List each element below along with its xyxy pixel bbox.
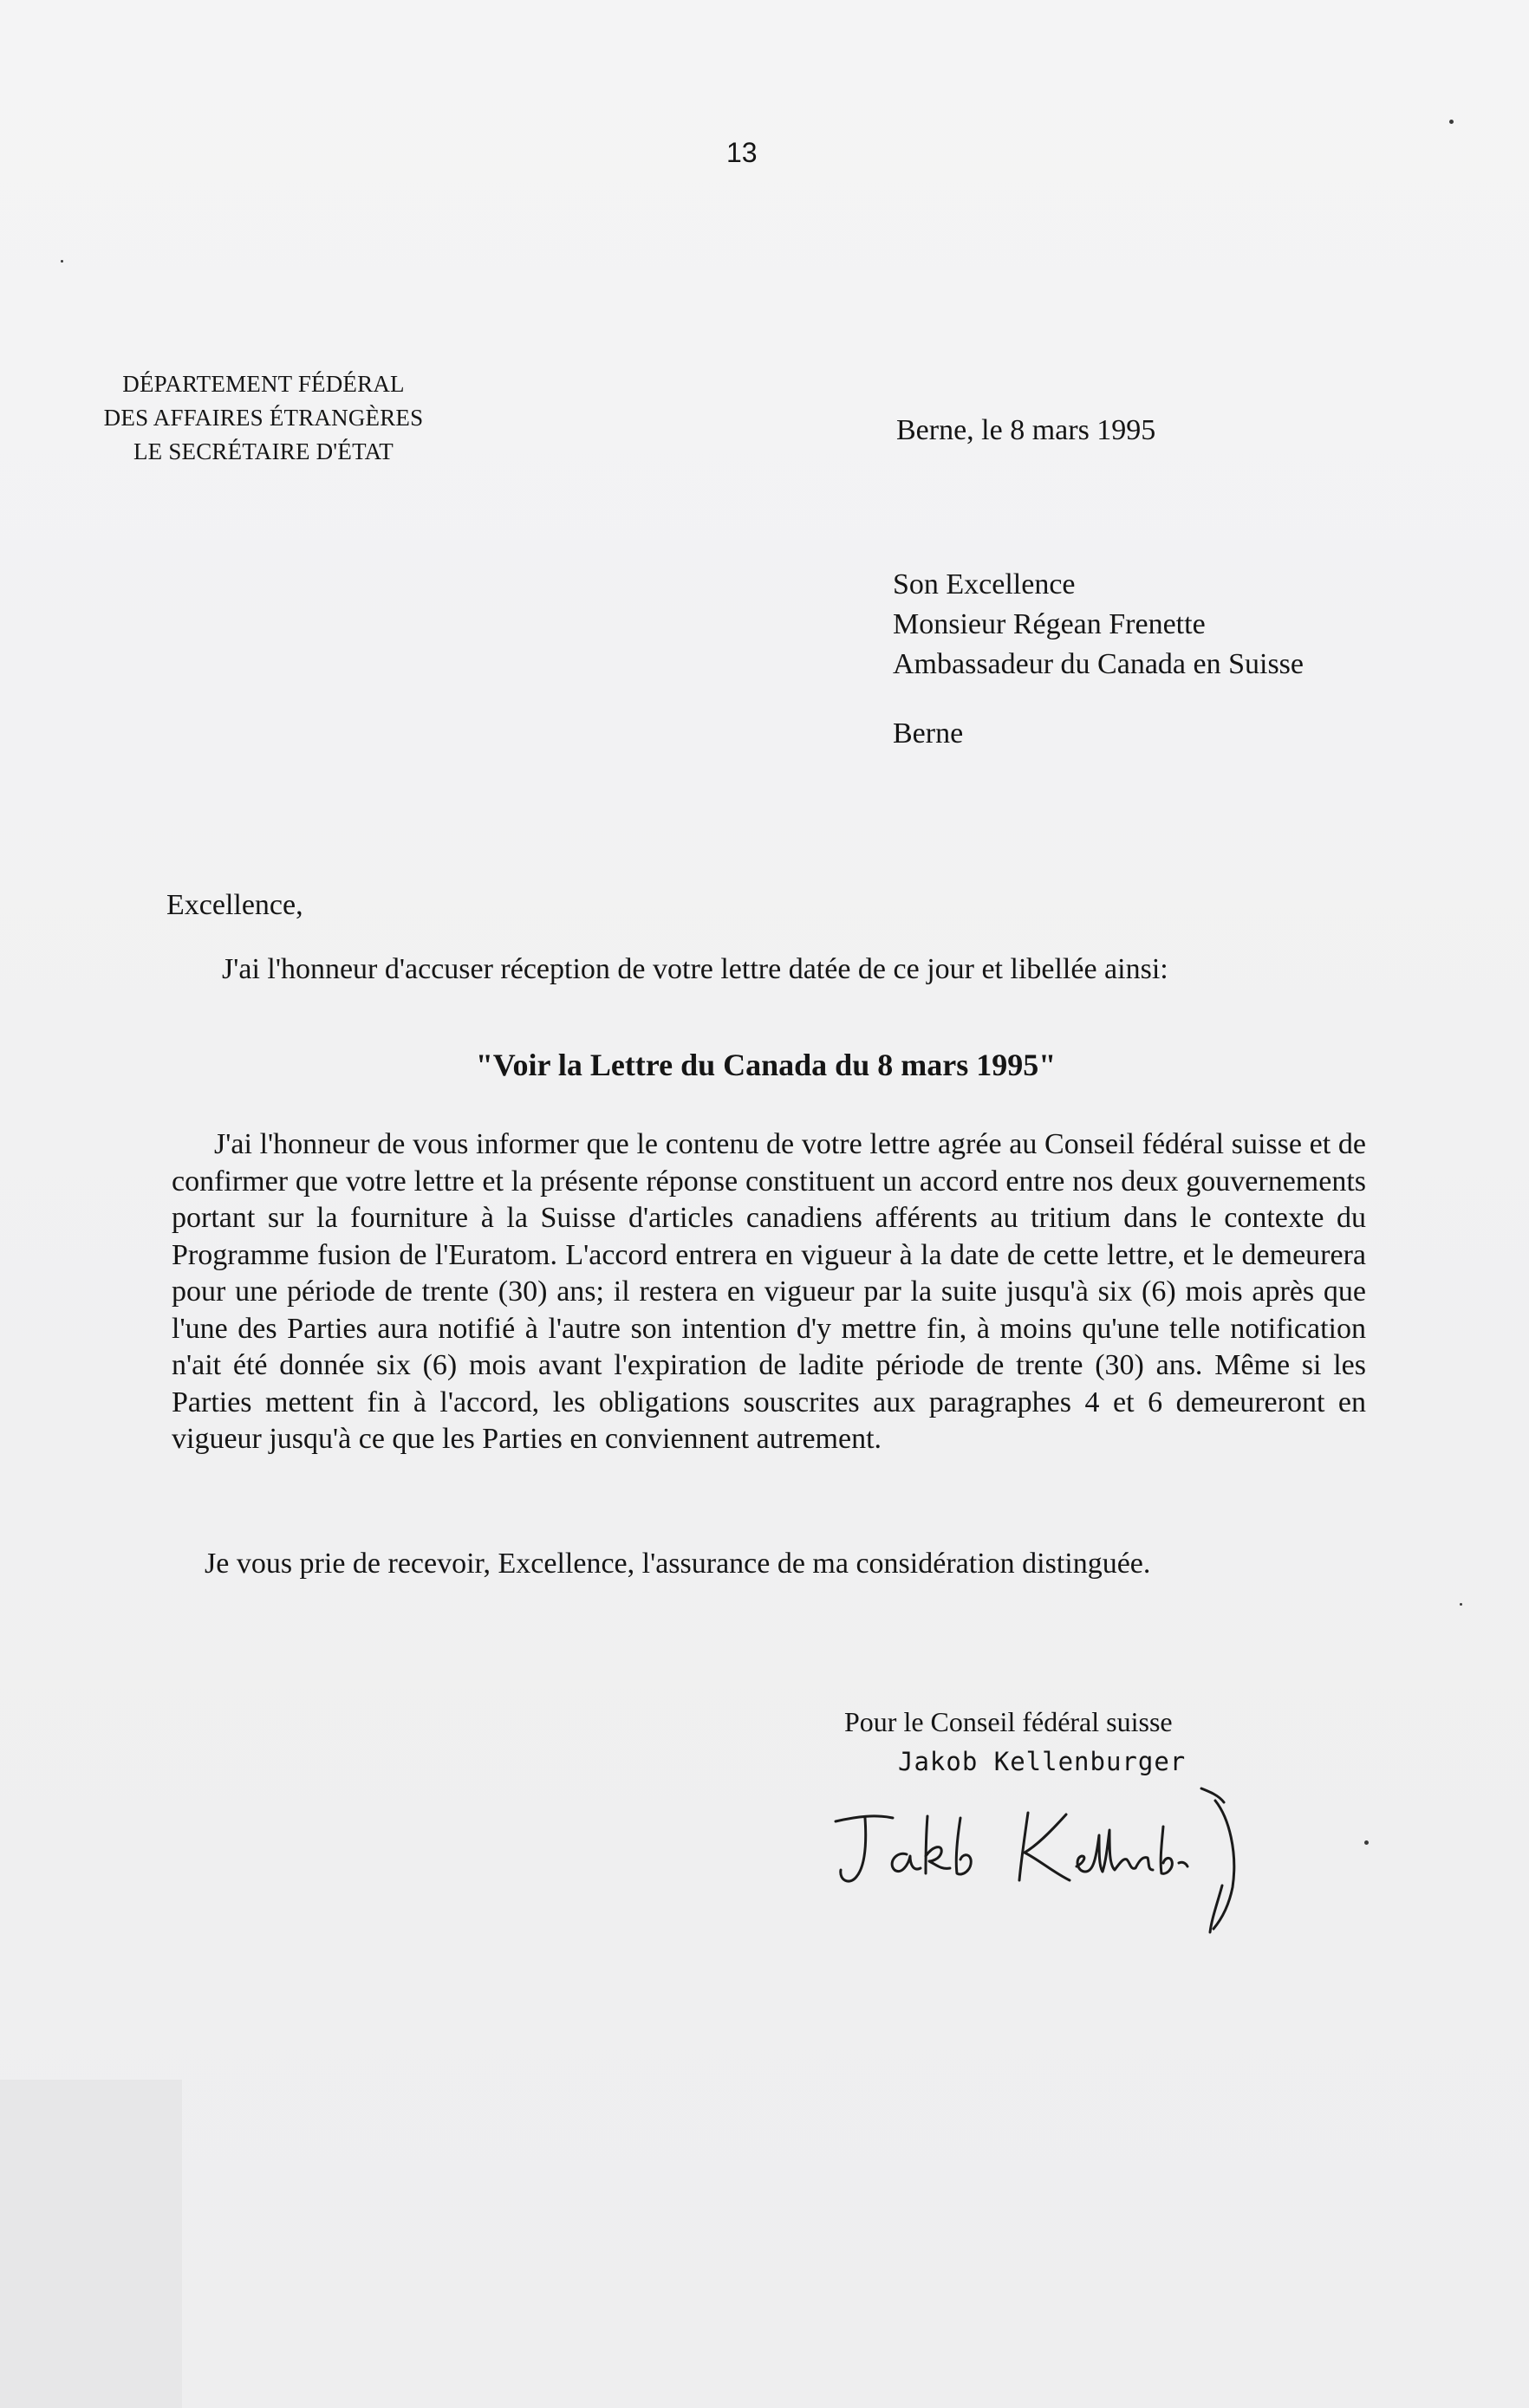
speck bbox=[1460, 1603, 1462, 1606]
quoted-letter-title: "Voir la Lettre du Canada du 8 mars 1995" bbox=[475, 1048, 1057, 1082]
recipient-name: Monsieur Régean Frenette bbox=[893, 608, 1206, 640]
page-number: 13 bbox=[726, 137, 758, 168]
place-date: Berne, le 8 mars 1995 bbox=[896, 414, 1156, 446]
body-paragraph: J'ai l'honneur de vous informer que le contenu de votre lettre agrée au Conseil fédéral suisse et de confirmer que votre lettre et la présente réponse constituent un accord entre nos deux gouvernements portant sur la fourniture à la Suisse d'articles canadiens afférents au tritium dans le contexte du Programme fusion de l'Euratom. L'accord entrera en vigueur à la date de cette lettre, et le demeurera pour une période de trente (30) ans; il restera en vigueur par la suite jusqu'à six (6) mois après que l'une des Parties aura notifié à l'autre son intention d'y mettre fin, à moins qu'une telle notification n'ait été donnée six (6) mois avant l'expiration de ladite période de trente (30) ans. Même si les Parties mettent fin à l'accord, les obligations souscrites aux paragraphes 4 et 6 demeureront en vigueur jusqu'à ce que les Parties en conviennent autrement. bbox=[172, 1128, 1366, 1455]
speck bbox=[1364, 1840, 1369, 1845]
recipient-city: Berne bbox=[893, 717, 964, 750]
recipient-address bbox=[893, 565, 1304, 754]
salutation: Excellence, bbox=[166, 889, 303, 921]
recipient-honorific: Son Excellence bbox=[893, 568, 1076, 600]
sender-letterhead bbox=[83, 367, 444, 469]
speck bbox=[61, 260, 63, 263]
speck bbox=[1449, 120, 1454, 124]
recipient-title: Ambassadeur du Canada en Suisse bbox=[893, 648, 1305, 680]
handwritten-signature bbox=[823, 1783, 1274, 1939]
sender-line-affairs: DES AFFAIRES ÉTRANGÈRES bbox=[103, 405, 424, 431]
signatory-title: Pour le Conseil fédéral suisse bbox=[844, 1706, 1173, 1737]
sender-line-secretary: LE SECRÉTAIRE D'ÉTAT bbox=[133, 438, 394, 464]
scan-shadow bbox=[0, 2080, 182, 2408]
closing-paragraph: Je vous prie de recevoir, Excellence, l'assurance de ma considération distinguée. bbox=[205, 1548, 1151, 1580]
signature-block bbox=[844, 1702, 1186, 1782]
sender-line-department: DÉPARTEMENT FÉDÉRAL bbox=[122, 371, 405, 397]
intro-paragraph: J'ai l'honneur d'accuser réception de votre lettre datée de ce jour et libellée ainsi: bbox=[222, 953, 1168, 985]
signatory-name: Jakob Kellenburger bbox=[898, 1747, 1187, 1776]
